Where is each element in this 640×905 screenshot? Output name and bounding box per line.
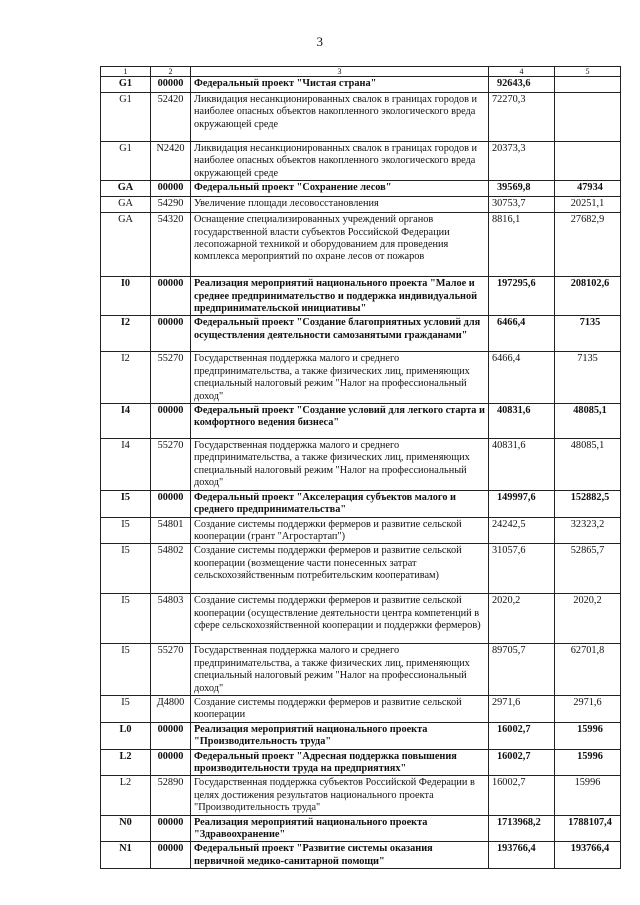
row-value-1-cell: 2020,2 xyxy=(489,594,555,644)
table-row xyxy=(101,594,621,644)
row-code-cell: I5 xyxy=(101,594,151,644)
row-value-2-cell: 7135 xyxy=(555,316,621,352)
row-name-cell: Оснащение специализированных учреждений органов государственной власти субъектов Российской Федерации лесопожарной техникой и оборудованием для проведения комплекса мероприятий по охране лесов от пожаров xyxy=(191,213,489,277)
row-subcode-cell: 00000 xyxy=(151,842,191,869)
header-col-2: 2 xyxy=(151,67,191,77)
row-code-cell: I4 xyxy=(101,404,151,439)
row-code-cell: N1 xyxy=(101,842,151,869)
table-row xyxy=(101,197,621,213)
row-code-cell: I5 xyxy=(101,544,151,594)
row-code-cell: N0 xyxy=(101,815,151,842)
row-code-cell: I5 xyxy=(101,644,151,696)
row-value-1-cell: 39569,8 xyxy=(489,181,555,197)
row-subcode-cell: 55270 xyxy=(151,439,191,491)
row-code-cell: I5 xyxy=(101,517,151,544)
row-value-1-cell: 30753,7 xyxy=(489,197,555,213)
row-name-cell: Реализация мероприятий национального проекта "Малое и среднее предпринимательство и поддержка индивидуальной предпринимательской инициативы" xyxy=(191,277,489,316)
row-subcode-cell: 55270 xyxy=(151,352,191,404)
table-row xyxy=(101,404,621,439)
row-value-1-cell: 6466,4 xyxy=(489,352,555,404)
row-value-2-cell xyxy=(555,93,621,142)
row-subcode-cell: 00000 xyxy=(151,749,191,776)
row-code-cell: I0 xyxy=(101,277,151,316)
table-row xyxy=(101,352,621,404)
row-value-1-cell: 8816,1 xyxy=(489,213,555,277)
row-subcode-cell: 00000 xyxy=(151,815,191,842)
row-name-cell: Ликвидация несанкционированных свалок в границах городов и наиболее опасных объектов накопленного экологического вреда окружающей среде xyxy=(191,142,489,181)
row-value-2-cell: 48085,1 xyxy=(555,439,621,491)
row-code-cell: G1 xyxy=(101,142,151,181)
row-value-1-cell: 149997,6 xyxy=(489,490,555,517)
row-value-2-cell xyxy=(555,77,621,93)
row-value-2-cell: 1788107,4 xyxy=(555,815,621,842)
row-subcode-cell: 55270 xyxy=(151,644,191,696)
row-subcode-cell: 54320 xyxy=(151,213,191,277)
row-value-2-cell: 7135 xyxy=(555,352,621,404)
row-name-cell: Создание системы поддержки фермеров и развитие сельской кооперации (осуществление деятельности центра компетенций в сфере сельскохозяйственной кооперации и поддержки фермеров) xyxy=(191,594,489,644)
row-name-cell: Федеральный проект "Создание благоприятных условий для осуществления деятельности самозанятыми гражданами" xyxy=(191,316,489,352)
row-value-1-cell: 89705,7 xyxy=(489,644,555,696)
row-value-2-cell: 15996 xyxy=(555,749,621,776)
row-value-1-cell: 193766,4 xyxy=(489,842,555,869)
table-row xyxy=(101,722,621,749)
table-row xyxy=(101,277,621,316)
row-value-2-cell: 20251,1 xyxy=(555,197,621,213)
row-name-cell: Реализация мероприятий национального проекта "Здравоохранение" xyxy=(191,815,489,842)
table-row xyxy=(101,749,621,776)
table-row xyxy=(101,695,621,722)
row-name-cell: Создание системы поддержки фермеров и развитие сельской кооперации (возмещение части понесенных затрат сельскохозяйственным потребительским кооперативам) xyxy=(191,544,489,594)
row-value-2-cell: 208102,6 xyxy=(555,277,621,316)
row-subcode-cell: 54803 xyxy=(151,594,191,644)
table-row xyxy=(101,93,621,142)
row-value-1-cell: 16002,7 xyxy=(489,722,555,749)
row-value-1-cell: 40831,6 xyxy=(489,404,555,439)
row-name-cell: Ликвидация несанкционированных свалок в границах городов и наиболее опасных объектов накопленного экологического вреда окружающей среде xyxy=(191,93,489,142)
row-subcode-cell: 00000 xyxy=(151,404,191,439)
table-row xyxy=(101,517,621,544)
row-subcode-cell: 52420 xyxy=(151,93,191,142)
row-name-cell: Федеральный проект "Чистая страна" xyxy=(191,77,489,93)
row-code-cell: G1 xyxy=(101,93,151,142)
row-value-1-cell: 16002,7 xyxy=(489,776,555,815)
row-value-2-cell: 32323,2 xyxy=(555,517,621,544)
row-subcode-cell: 54802 xyxy=(151,544,191,594)
row-name-cell: Увеличение площади лесовосстановления xyxy=(191,197,489,213)
row-value-2-cell: 152882,5 xyxy=(555,490,621,517)
row-value-1-cell: 2971,6 xyxy=(489,695,555,722)
row-name-cell: Государственная поддержка малого и среднего предпринимательства, а также физических лиц, применяющих специальный налоговый режим "Налог на профессиональный доход" xyxy=(191,352,489,404)
row-value-1-cell: 92643,6 xyxy=(489,77,555,93)
row-name-cell: Государственная поддержка малого и среднего предпринимательства, а также физических лиц, применяющих специальный налоговый режим "Налог на профессиональный доход" xyxy=(191,644,489,696)
header-col-5: 5 xyxy=(555,67,621,77)
header-row xyxy=(101,67,621,77)
row-code-cell: GA xyxy=(101,181,151,197)
row-value-1-cell: 20373,3 xyxy=(489,142,555,181)
row-value-2-cell xyxy=(555,142,621,181)
row-code-cell: L2 xyxy=(101,776,151,815)
header-col-4: 4 xyxy=(489,67,555,77)
row-value-2-cell: 48085,1 xyxy=(555,404,621,439)
row-code-cell: I2 xyxy=(101,352,151,404)
row-value-1-cell: 197295,6 xyxy=(489,277,555,316)
row-subcode-cell: 52890 xyxy=(151,776,191,815)
row-value-2-cell: 52865,7 xyxy=(555,544,621,594)
row-value-2-cell: 62701,8 xyxy=(555,644,621,696)
row-subcode-cell: 00000 xyxy=(151,722,191,749)
row-code-cell: G1 xyxy=(101,77,151,93)
row-value-1-cell: 16002,7 xyxy=(489,749,555,776)
row-subcode-cell: 54801 xyxy=(151,517,191,544)
row-code-cell: I4 xyxy=(101,439,151,491)
header-col-3: 3 xyxy=(191,67,489,77)
row-value-2-cell: 15996 xyxy=(555,776,621,815)
row-code-cell: I5 xyxy=(101,490,151,517)
table-row xyxy=(101,490,621,517)
row-value-2-cell: 47934 xyxy=(555,181,621,197)
row-name-cell: Федеральный проект "Акселерация субъектов малого и среднего предпринимательства" xyxy=(191,490,489,517)
row-code-cell: I2 xyxy=(101,316,151,352)
row-value-2-cell: 27682,9 xyxy=(555,213,621,277)
row-subcode-cell: 00000 xyxy=(151,77,191,93)
row-value-1-cell: 31057,6 xyxy=(489,544,555,594)
row-value-2-cell: 2971,6 xyxy=(555,695,621,722)
row-value-1-cell: 6466,4 xyxy=(489,316,555,352)
row-value-2-cell: 193766,4 xyxy=(555,842,621,869)
table-row xyxy=(101,213,621,277)
table-row xyxy=(101,439,621,491)
row-value-2-cell: 2020,2 xyxy=(555,594,621,644)
row-code-cell: GA xyxy=(101,197,151,213)
row-value-2-cell: 15996 xyxy=(555,722,621,749)
row-code-cell: GA xyxy=(101,213,151,277)
row-value-1-cell: 24242,5 xyxy=(489,517,555,544)
row-name-cell: Реализация мероприятий национального проекта "Производительность труда" xyxy=(191,722,489,749)
row-subcode-cell: N2420 xyxy=(151,142,191,181)
row-subcode-cell: 00000 xyxy=(151,316,191,352)
table-row xyxy=(101,842,621,869)
row-name-cell: Государственная поддержка малого и среднего предпринимательства, а также физических лиц, применяющих специальный налоговый режим "Налог на профессиональный доход" xyxy=(191,439,489,491)
table-row xyxy=(101,316,621,352)
row-name-cell: Создание системы поддержки фермеров и развитие сельской кооперации xyxy=(191,695,489,722)
row-code-cell: L2 xyxy=(101,749,151,776)
table-row xyxy=(101,77,621,93)
row-subcode-cell: 00000 xyxy=(151,181,191,197)
row-name-cell: Федеральный проект "Создание условий для легкого старта и комфортного ведения бизнеса" xyxy=(191,404,489,439)
row-subcode-cell: 00000 xyxy=(151,277,191,316)
page-number: 3 xyxy=(316,34,324,49)
row-name-cell: Федеральный проект "Адресная поддержка повышения производительности труда на предприятиях" xyxy=(191,749,489,776)
row-subcode-cell: 00000 xyxy=(151,490,191,517)
row-name-cell: Государственная поддержка субъектов Российской Федерации в целях достижения результатов национального проекта "Производительность труда" xyxy=(191,776,489,815)
row-value-1-cell: 1713968,2 xyxy=(489,815,555,842)
row-value-1-cell: 72270,3 xyxy=(489,93,555,142)
row-name-cell: Создание системы поддержки фермеров и развитие сельской кооперации (грант "Агростартап") xyxy=(191,517,489,544)
row-name-cell: Федеральный проект "Сохранение лесов" xyxy=(191,181,489,197)
budget-table xyxy=(100,66,621,869)
table-row xyxy=(101,644,621,696)
row-subcode-cell: 54290 xyxy=(151,197,191,213)
row-subcode-cell: Д4800 xyxy=(151,695,191,722)
table-row xyxy=(101,142,621,181)
table-row xyxy=(101,776,621,815)
row-value-1-cell: 40831,6 xyxy=(489,439,555,491)
table-row xyxy=(101,815,621,842)
header-col-1: 1 xyxy=(101,67,151,77)
table-row xyxy=(101,181,621,197)
row-code-cell: L0 xyxy=(101,722,151,749)
row-code-cell: I5 xyxy=(101,695,151,722)
row-name-cell: Федеральный проект "Развитие системы оказания первичной медико-санитарной помощи" xyxy=(191,842,489,869)
table-row xyxy=(101,544,621,594)
